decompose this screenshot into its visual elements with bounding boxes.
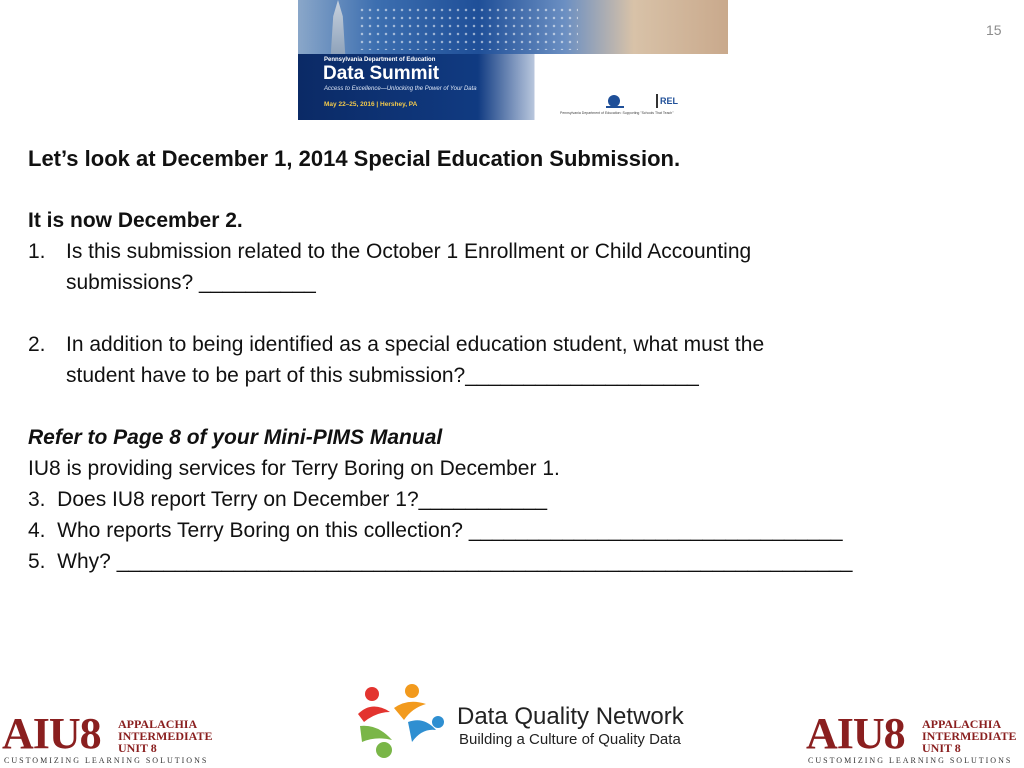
question-number: 1. (28, 240, 46, 263)
banner-tagline: Access to Excellence—Unlocking the Power of Your Data (324, 86, 477, 92)
question-text: In addition to being identified as a special education student, what must the (66, 333, 765, 356)
aiu8-name-line: APPALACHIA (118, 717, 198, 731)
aiu8-name-line: UNIT 8 (118, 741, 157, 755)
question-text: submissions? __________ (66, 271, 316, 294)
banner-title: Data Summit (323, 63, 440, 84)
manual-reference: Refer to Page 8 of your Mini-PIMS Manual (28, 426, 443, 449)
question-number: 2. (28, 333, 46, 356)
aiu8-name-line: INTERMEDIATE (118, 729, 213, 743)
question-4: 4. Who reports Terry Boring on this collection? ________________________________ (28, 519, 843, 542)
banner-dates: May 22–25, 2016 | Hershey, PA (324, 101, 418, 108)
aiu8-mark: AIU8 (806, 709, 905, 758)
slide-number: 15 (986, 22, 1002, 38)
context-line: IU8 is providing services for Terry Boring on December 1. (28, 457, 560, 480)
banner-kicker: Pennsylvania Department of Education (324, 57, 436, 63)
aiu8-name (118, 718, 212, 754)
data-summit-banner (298, 0, 728, 120)
aiu8-mark: AIU8 (2, 709, 101, 758)
svg-text:REL: REL (660, 96, 678, 106)
banner-data-pattern (358, 6, 578, 50)
dqn-title: Data Quality Network (457, 703, 684, 730)
question-text: student have to be part of this submission?____________________ (66, 364, 699, 387)
spacer (28, 391, 978, 422)
aiu8-name-line: INTERMEDIATE (922, 729, 1017, 743)
question-5: 5. Why? _______________________________________________________________ (28, 550, 853, 573)
partner-logos (594, 92, 694, 110)
aiu8-name (922, 718, 1016, 754)
aiu8-name-line: UNIT 8 (922, 741, 961, 755)
question-1 (28, 236, 978, 298)
aiu8-logo-right (804, 708, 1019, 768)
aiu8-tagline: CUSTOMIZING LEARNING SOLUTIONS (808, 756, 1013, 765)
aiu8-name-line: APPALACHIA (922, 717, 1002, 731)
banner-credit: Pennsylvania Department of Education: Supporting "Schools That Teach" (560, 111, 674, 115)
question-text: Is this submission related to the October 1 Enrollment or Child Accounting (66, 240, 752, 263)
question-3: 3. Does IU8 report Terry on December 1?___________ (28, 488, 548, 511)
question-2 (28, 329, 978, 391)
aiu8-tagline: CUSTOMIZING LEARNING SOLUTIONS (4, 756, 209, 765)
subheading: It is now December 2. (28, 209, 243, 232)
spacer (28, 298, 978, 329)
slide-title: Let’s look at December 1, 2014 Special Education Submission. (28, 146, 681, 171)
aiu8-logo-left (0, 708, 215, 768)
slide-content (28, 143, 978, 577)
data-quality-network-icon (350, 682, 445, 760)
banner-fade (478, 54, 558, 120)
dqn-subtitle: Building a Culture of Quality Data (459, 731, 681, 748)
